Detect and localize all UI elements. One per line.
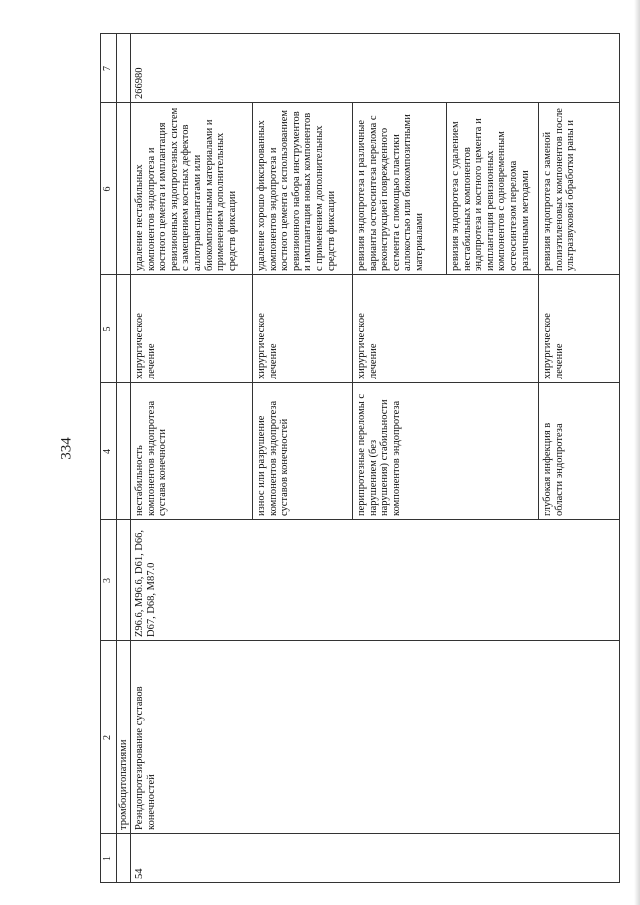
rotated-table-sheet bbox=[100, 33, 620, 883]
table-border-right bbox=[100, 33, 620, 34]
column-divider bbox=[100, 833, 620, 834]
row-number: 54 bbox=[134, 868, 145, 879]
table-border-bottom bbox=[619, 33, 620, 883]
column-number-1: 1 bbox=[102, 856, 113, 861]
diagnosis-text: нестабильность компонентов эндопротеза сустава конечности bbox=[134, 400, 169, 516]
treatment-type: хирургическое лечение bbox=[356, 313, 379, 379]
diagnosis-text: износ или разрушение компонентов эндопротеза суставов конечностей bbox=[256, 400, 291, 516]
subrow-divider bbox=[446, 102, 447, 275]
header-row-divider bbox=[116, 33, 117, 883]
column-number-5: 5 bbox=[102, 326, 113, 332]
column-number-6: 6 bbox=[102, 186, 113, 192]
continuation-row-divider bbox=[130, 33, 131, 883]
treatment-method: удаление хорошо фиксированных компонентов эндопротеза и костного цемента с использованием ревизионного набора инструментов и имплантация новых компонентов с применением дополнительных средств фиксации bbox=[256, 109, 337, 271]
column-divider bbox=[100, 274, 620, 275]
diagnosis-text: перипротезные переломы с нарушением (без нарушения) стабильности компонентов эндопротеза bbox=[356, 393, 402, 516]
column-number-4: 4 bbox=[102, 449, 113, 454]
treatment-type: хирургическое лечение bbox=[256, 313, 279, 379]
column-divider bbox=[100, 519, 620, 520]
cost-value: 266980 bbox=[134, 67, 145, 99]
column-number-7: 7 bbox=[102, 66, 113, 71]
column-divider bbox=[100, 102, 620, 103]
icd-codes: Z96.6, M96.6, D61, D66, D67, D68, M87.0 bbox=[134, 529, 157, 637]
subrow-divider bbox=[352, 102, 353, 520]
treatment-method: ревизия эндопротеза и различные варианты остеосинтеза перелома с реконструкцией поврежденного сегмента с помощью пластики аллокостью или биокомпозитными материалами bbox=[356, 114, 425, 271]
subrow-divider bbox=[538, 102, 539, 520]
treatment-table bbox=[100, 33, 620, 883]
treatment-method: удаление нестабильных компонентов эндопротеза и костного цемента и имплантация ревизионных эндопротезных систем с замещением костных дефектов аллотрансплантатами или биокомпозитными материалами и применением дополнительных средств фиксации bbox=[134, 107, 238, 271]
subrow-divider bbox=[252, 102, 253, 520]
procedure-name: Реэндопротезирование суставов конечностей bbox=[134, 686, 157, 830]
column-divider bbox=[100, 382, 620, 383]
page-number: 334 bbox=[58, 437, 75, 460]
scan-edge-shadow bbox=[634, 0, 640, 905]
diagnosis-text: глубокая инфекция в области эндопротеза bbox=[542, 422, 565, 516]
previous-row-continuation: тромбоцитопатиями bbox=[118, 739, 129, 830]
column-number-3: 3 bbox=[102, 578, 113, 583]
treatment-type: хирургическое лечение bbox=[134, 313, 157, 379]
table-border-left bbox=[100, 882, 620, 883]
treatment-method: ревизия эндопротеза с удалением нестабильных компонентов эндопротеза и костного цемента и имплантация ревизионных компонентов с одновременным остеосинтезом перелома различными методами bbox=[450, 118, 531, 271]
table-border-top bbox=[100, 33, 101, 883]
treatment-type: хирургическое лечение bbox=[542, 313, 565, 379]
treatment-method: ревизия эндопротеза с заменой полиэтиленовых компонентов после ультразвуковой обработки раны и bbox=[542, 108, 577, 271]
column-number-2: 2 bbox=[102, 735, 113, 740]
column-divider bbox=[100, 640, 620, 641]
